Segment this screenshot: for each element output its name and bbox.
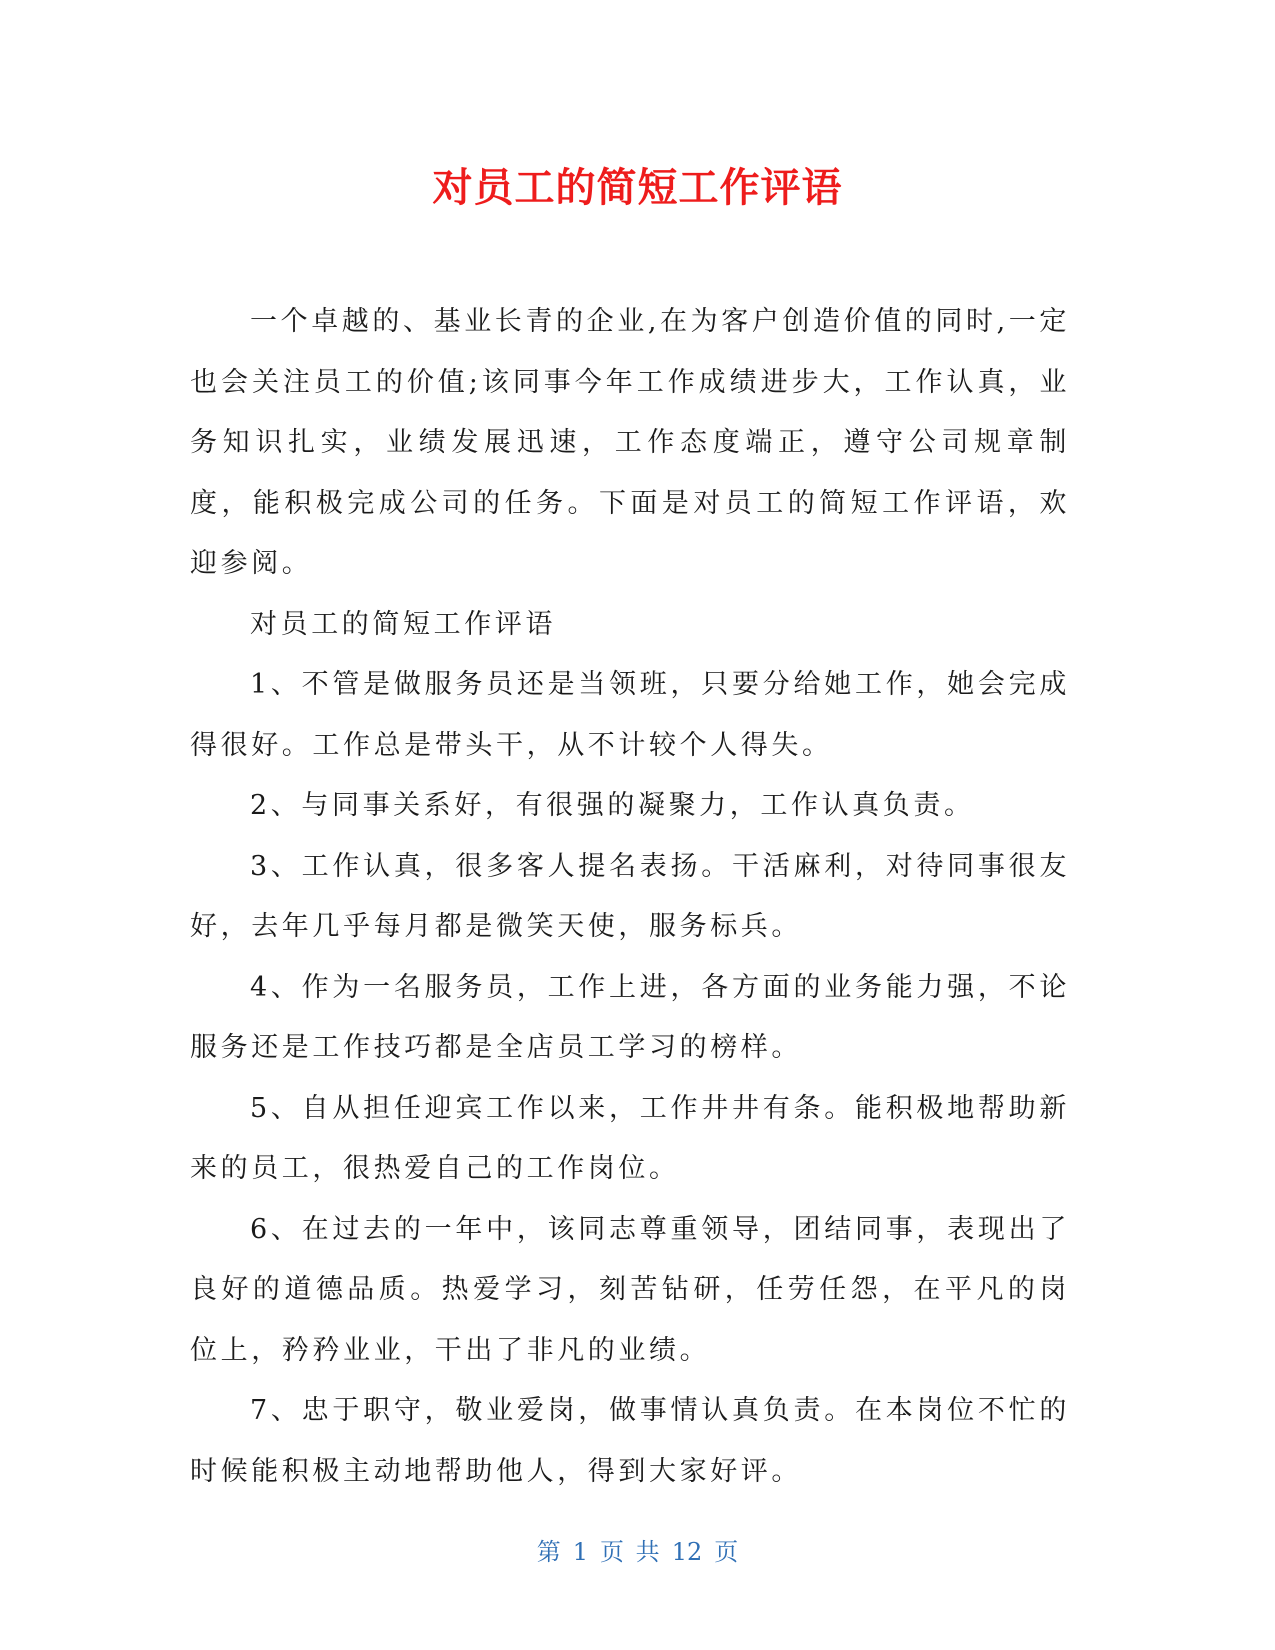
comment-item-5: 5、自从担任迎宾工作以来，工作井井有条。能积极地帮助新来的员工，很热爱自己的工作岗位。 — [190, 1092, 1070, 1184]
document-body — [190, 292, 1070, 1502]
page-number-footer — [0, 1535, 1275, 1569]
section-heading: 对员工的简短工作评语 — [250, 608, 556, 640]
current-page-number: 1 — [572, 1538, 589, 1566]
document-title: 对员工的简短工作评语 — [432, 165, 843, 211]
comment-item-7: 7、忠于职守，敬业爱岗，做事情认真负责。在本岗位不忙的时候能积极主动地帮助他人，得到大家好评。 — [190, 1395, 1070, 1487]
comment-item-2: 2、与同事关系好，有很强的凝聚力，工作认真负责。 — [250, 790, 975, 821]
comment-item-1: 1、不管是做服务员还是当领班，只要分给她工作，她会完成得很好。工作总是带头干，从不计较个人得失。 — [190, 669, 1070, 761]
comment-item-4: 4、作为一名服务员，工作上进，各方面的业务能力强，不论服务还是工作技巧都是全店员工学习的榜样。 — [190, 971, 1070, 1063]
intro-paragraph: 一个卓越的、基业长青的企业,在为客户创造价值的同时,一定也会关注员工的价值;该同事今年工作成绩进步大，工作认真，业务知识扎实，业绩发展迅速，工作态度端正，遵守公司规章制度，能积极完成公司的任务。下面是对员工的简短工作评语，欢迎参阅。 — [190, 306, 1070, 579]
page-label-mid: 页 共 — [600, 1538, 660, 1566]
page-label-prefix: 第 — [536, 1538, 561, 1566]
comment-item-3: 3、工作认真，很多客人提名表扬。干活麻利，对待同事很友好，去年几乎每月都是微笑天使，服务标兵。 — [190, 850, 1070, 942]
total-pages-number: 12 — [671, 1538, 703, 1566]
page-label-suffix: 页 — [714, 1538, 739, 1566]
comment-item-6: 6、在过去的一年中，该同志尊重领导，团结同事，表现出了良好的道德品质。热爱学习，刻苦钻研，任劳任怨，在平凡的岗位上，矜矜业业，干出了非凡的业绩。 — [190, 1213, 1070, 1366]
